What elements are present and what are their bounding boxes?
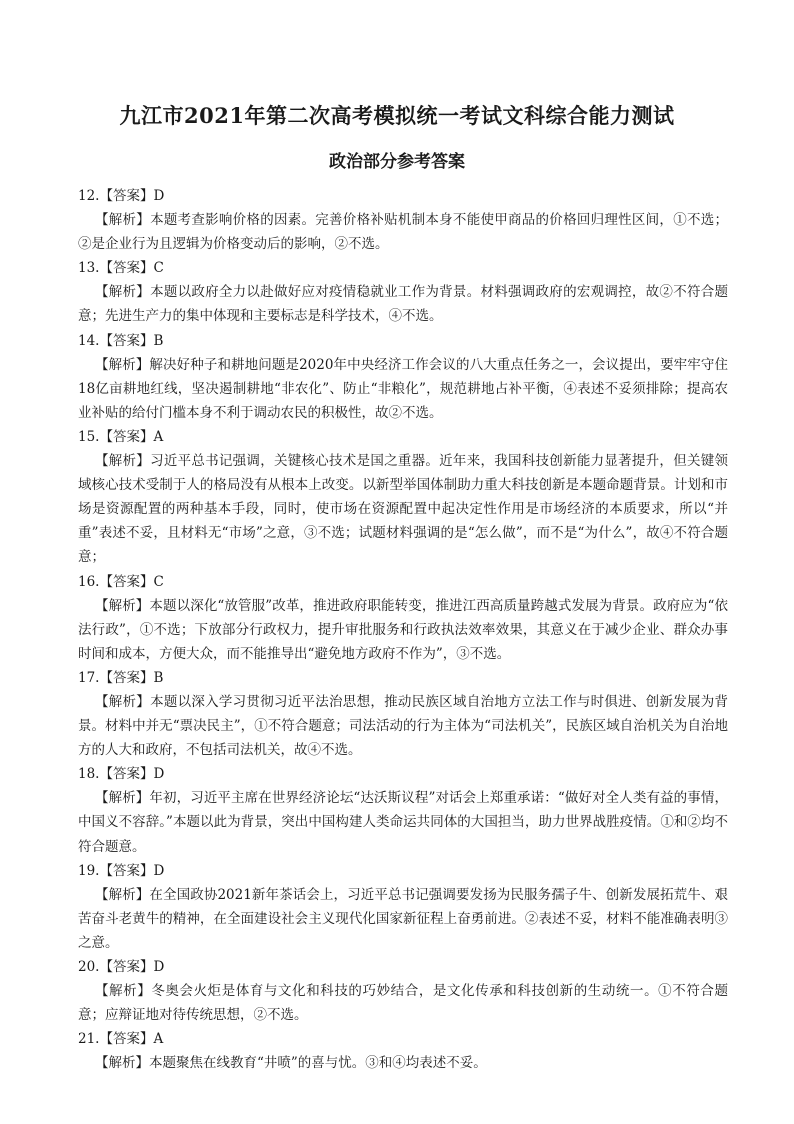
- answer-line: [78, 184, 728, 208]
- answer-choice: D: [153, 862, 165, 879]
- answer-line: [78, 256, 728, 280]
- page-title: 九江市2021年第二次高考模拟统一考试文科综合能力测试: [119, 103, 675, 128]
- answer-tag: 【答案】: [99, 260, 154, 277]
- explanation-text: 【解析】本题以政府全力以赴做好应对疫情稳就业工作为背景。材料强调政府的宏观调控，故②不符合题意；先进生产力的集中体现和主要标志是科学技术，④不选。: [78, 284, 728, 325]
- answer-tag: 【答案】: [99, 959, 154, 975]
- answer-choice: B: [153, 669, 164, 686]
- answer-choice: B: [153, 332, 164, 349]
- answer-line: [78, 570, 728, 594]
- answer-item: [78, 666, 728, 762]
- answer-tag: 【答案】: [99, 428, 154, 445]
- answer-tag: 【答案】: [99, 573, 154, 590]
- answer-choice: D: [153, 766, 165, 783]
- answer-tag: 【答案】: [99, 332, 154, 349]
- question-number: 14.: [78, 332, 100, 349]
- answer-line: [78, 762, 728, 786]
- explanation-text: 【解析】在全国政协2021新年茶话会上，习近平总书记强调要发扬为民服务孺子牛、创新发展拓荒牛、艰苦奋斗老黄牛的精神，在全面建设社会主义现代化国家新征程上奋勇前进。②表述不妥，材料不能准确表明③之意。: [78, 886, 728, 951]
- answer-choice: D: [153, 188, 165, 204]
- answer-line: [78, 1027, 728, 1051]
- question-number: 21.: [78, 1031, 100, 1048]
- explanation-text: 【解析】年初，习近平主席在世界经济论坛“达沃斯议程”对话会上郑重承诺：“做好对全人类有益的事情，中国义不容辞。”本题以此为背景，突出中国构建人类命运共同体的大国担当，助力世界战胜疫情。①和②均不符合题意。: [78, 790, 728, 855]
- question-number: 18.: [78, 766, 100, 783]
- explanation-text: 【解析】解决好种子和耕地问题是2020年中央经济工作会议的八大重点任务之一，会议提出，要牢牢守住18亿亩耕地红线，坚决遏制耕地“非农化”、防止“非粮化”，规范耕地占补平衡，④表述不妥须排除；提高农业补贴的给付门槛本身不利于调动农民的积极性，故②不选。: [78, 356, 728, 421]
- answer-tag: 【答案】: [99, 862, 154, 879]
- answer-tag: 【答案】: [99, 669, 154, 686]
- question-number: 19.: [78, 862, 100, 879]
- question-number: 12.: [78, 188, 100, 204]
- explanation-text: 【解析】本题以深化“放管服”改革，推进政府职能转变，推进江西高质量跨越式发展为背景。政府应为“依法行政”，①不选；下放部分行政权力，提升审批服务和行政执法效率效果，其意义在于减少企业、群众办事时间和成本，方便大众，而不能推导出“避免地方政府不作为”，③不选。: [78, 597, 728, 662]
- explanation-text: 【解析】本题以深入学习贯彻习近平法治思想，推动民族区域自治地方立法工作与时俱进、创新发展为背景。材料中并无“票决民主”，①不符合题意；司法活动的行为主体为“司法机关”，民族区域自治机关为自治地方的人大和政府，不包括司法机关，故④不选。: [78, 693, 728, 759]
- page-subtitle: 政治部分参考答案: [329, 152, 465, 172]
- answer-item: [78, 1027, 728, 1075]
- question-number: 16.: [78, 573, 100, 590]
- explanation-text: 【解析】本题聚焦在线教育“井喷”的喜与忧。③和④均表述不妥。: [95, 1055, 487, 1072]
- answer-item: [78, 955, 728, 1027]
- answer-line: [78, 329, 728, 353]
- explanation-text: 【解析】本题考查影响价格的因素。完善价格补贴机制本身不能使甲商品的价格回归理性区间，①不选；②是企业行为且逻辑为价格变动后的影响，②不选。: [78, 212, 728, 253]
- answer-line: [78, 955, 728, 979]
- answer-item: [78, 184, 728, 256]
- answer-item: [78, 859, 728, 955]
- answer-item: [78, 570, 728, 666]
- answer-tag: 【答案】: [99, 1031, 154, 1048]
- answer-line: [78, 859, 728, 883]
- question-number: 13.: [78, 260, 100, 277]
- answer-choice: C: [153, 573, 164, 590]
- answer-line: [78, 425, 728, 449]
- answer-list: [78, 184, 728, 1075]
- answer-choice: D: [153, 959, 165, 975]
- explanation-text: 【解析】冬奥会火炬是体育与文化和科技的巧妙结合，是文化传承和科技创新的生动统一。①不符合题意；应辩证地对待传统思想，②不选。: [78, 983, 728, 1024]
- answer-choice: A: [153, 1031, 164, 1048]
- answer-item: [78, 425, 728, 570]
- explanation-text: 【解析】习近平总书记强调，关键核心技术是国之重器。近年来，我国科技创新能力显著提升，但关键领域核心技术受制于人的格局没有从根本上改变。以新型举国体制助力重大科技创新是本题命题背景。计划和市场是资源配置的两种基本手段，同时，使市场在资源配置中起决定性作用是市场经济的本质要求，所以“并重”表述不妥，且材料无“市场”之意，③不选；试题材料强调的是“怎么做”，而不是“为什么”，故④不符合题意；: [78, 453, 728, 566]
- answer-tag: 【答案】: [99, 188, 154, 204]
- answer-line: [78, 666, 728, 690]
- answer-tag: 【答案】: [99, 766, 154, 783]
- question-number: 17.: [78, 669, 100, 686]
- answer-item: [78, 329, 728, 425]
- answer-choice: A: [153, 428, 164, 445]
- question-number: 15.: [78, 428, 100, 445]
- answer-choice: C: [153, 260, 164, 277]
- answer-item: [78, 256, 728, 328]
- answer-item: [78, 762, 728, 858]
- question-number: 20.: [78, 959, 100, 975]
